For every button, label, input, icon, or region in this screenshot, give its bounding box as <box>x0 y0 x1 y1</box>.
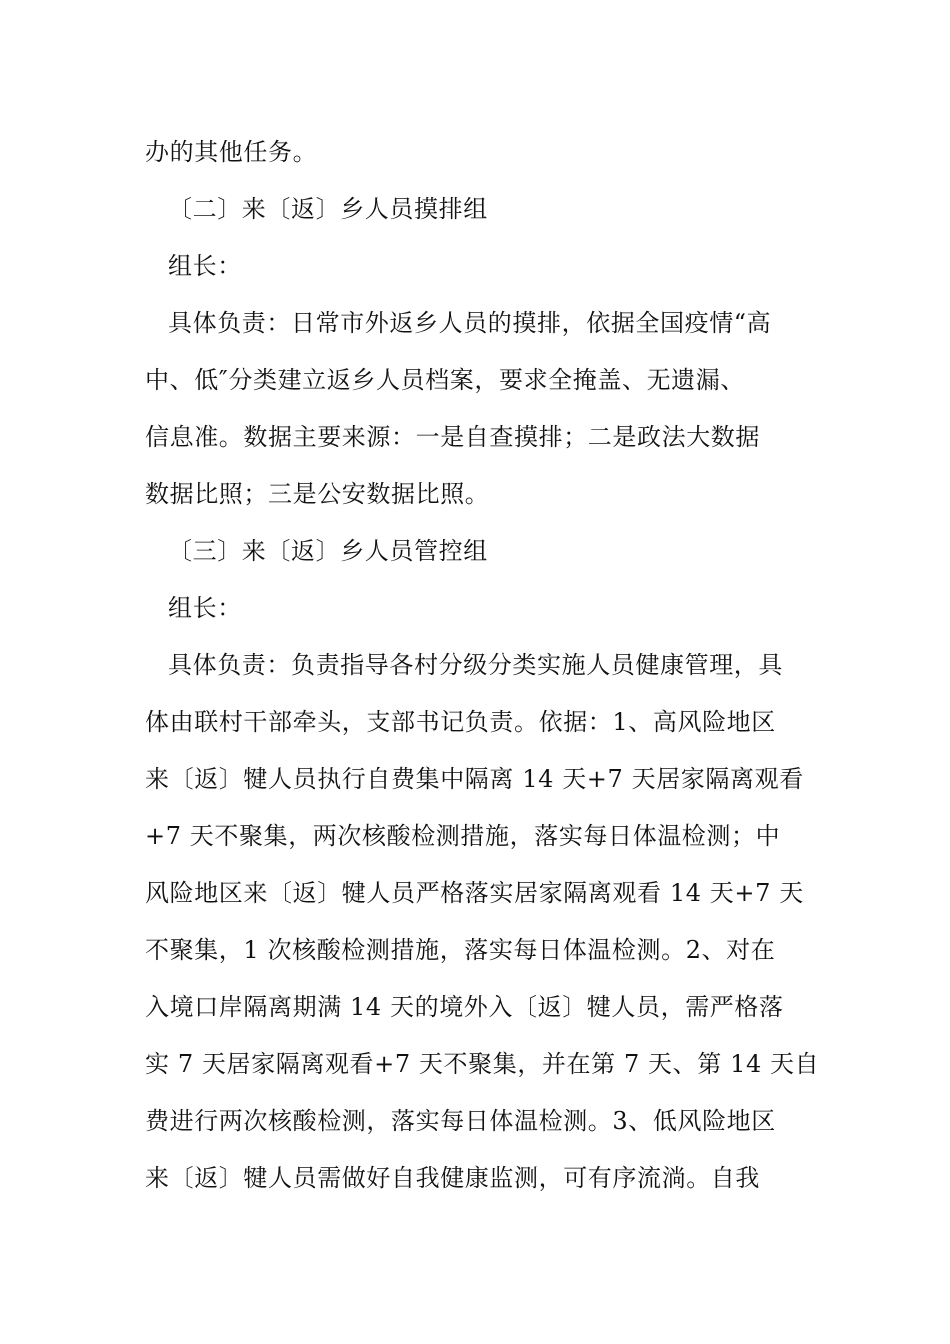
text-line: 体由联村干部牵头，支部书记负责。依据：1、高风险地区 <box>145 708 776 736</box>
text-line: 数据比照；三是公安数据比照。 <box>145 480 490 508</box>
text-line: 具体负责：负责指导各村分级分类实施人员健康管理，具 <box>168 651 783 679</box>
text-line: 信息准。数据主要来源：一是自查摸排；二是政法大数据 <box>145 423 760 451</box>
text-line: 办的其他任务。 <box>145 138 318 166</box>
text-line: 具体负责：日常市外返乡人员的摸排，依据全国疫情“高 <box>168 309 772 337</box>
text-line: 来〔返〕犍人员需做好自我健康监测，可有序流淌。自我 <box>145 1164 760 1192</box>
text-line: 来〔返〕犍人员执行自费集中隔离 14 天+7 天居家隔离观看 <box>145 765 804 793</box>
text-line: +7 天不聚集，两次核酸检测措施，落实每日体温检测；中 <box>145 822 781 850</box>
group-leader-label: 组长： <box>168 594 242 622</box>
text-line: 风险地区来〔返〕犍人员严格落实居家隔离观看 14 天+7 天 <box>145 879 804 907</box>
text-line: 入境口岸隔离期满 14 天的境外入〔返〕犍人员，需严格落 <box>145 993 784 1021</box>
text-line: 不聚集，1 次核酸检测措施，落实每日体温检测。2、对在 <box>145 936 776 964</box>
text-line: 费进行两次核酸检测，落实每日体温检测。3、低风险地区 <box>145 1107 776 1135</box>
group-leader-label: 组长： <box>168 252 242 280</box>
section-heading: 〔二〕来〔返〕乡人员摸排组 <box>168 195 488 223</box>
text-line: 中、低″分类建立返乡人员档案，要求全掩盖、无遗漏、 <box>145 366 745 394</box>
section-heading: 〔三〕来〔返〕乡人员管控组 <box>168 537 488 565</box>
text-line: 实 7 天居家隔离观看+7 天不聚集，并在第 7 天、第 14 天自 <box>145 1050 820 1078</box>
